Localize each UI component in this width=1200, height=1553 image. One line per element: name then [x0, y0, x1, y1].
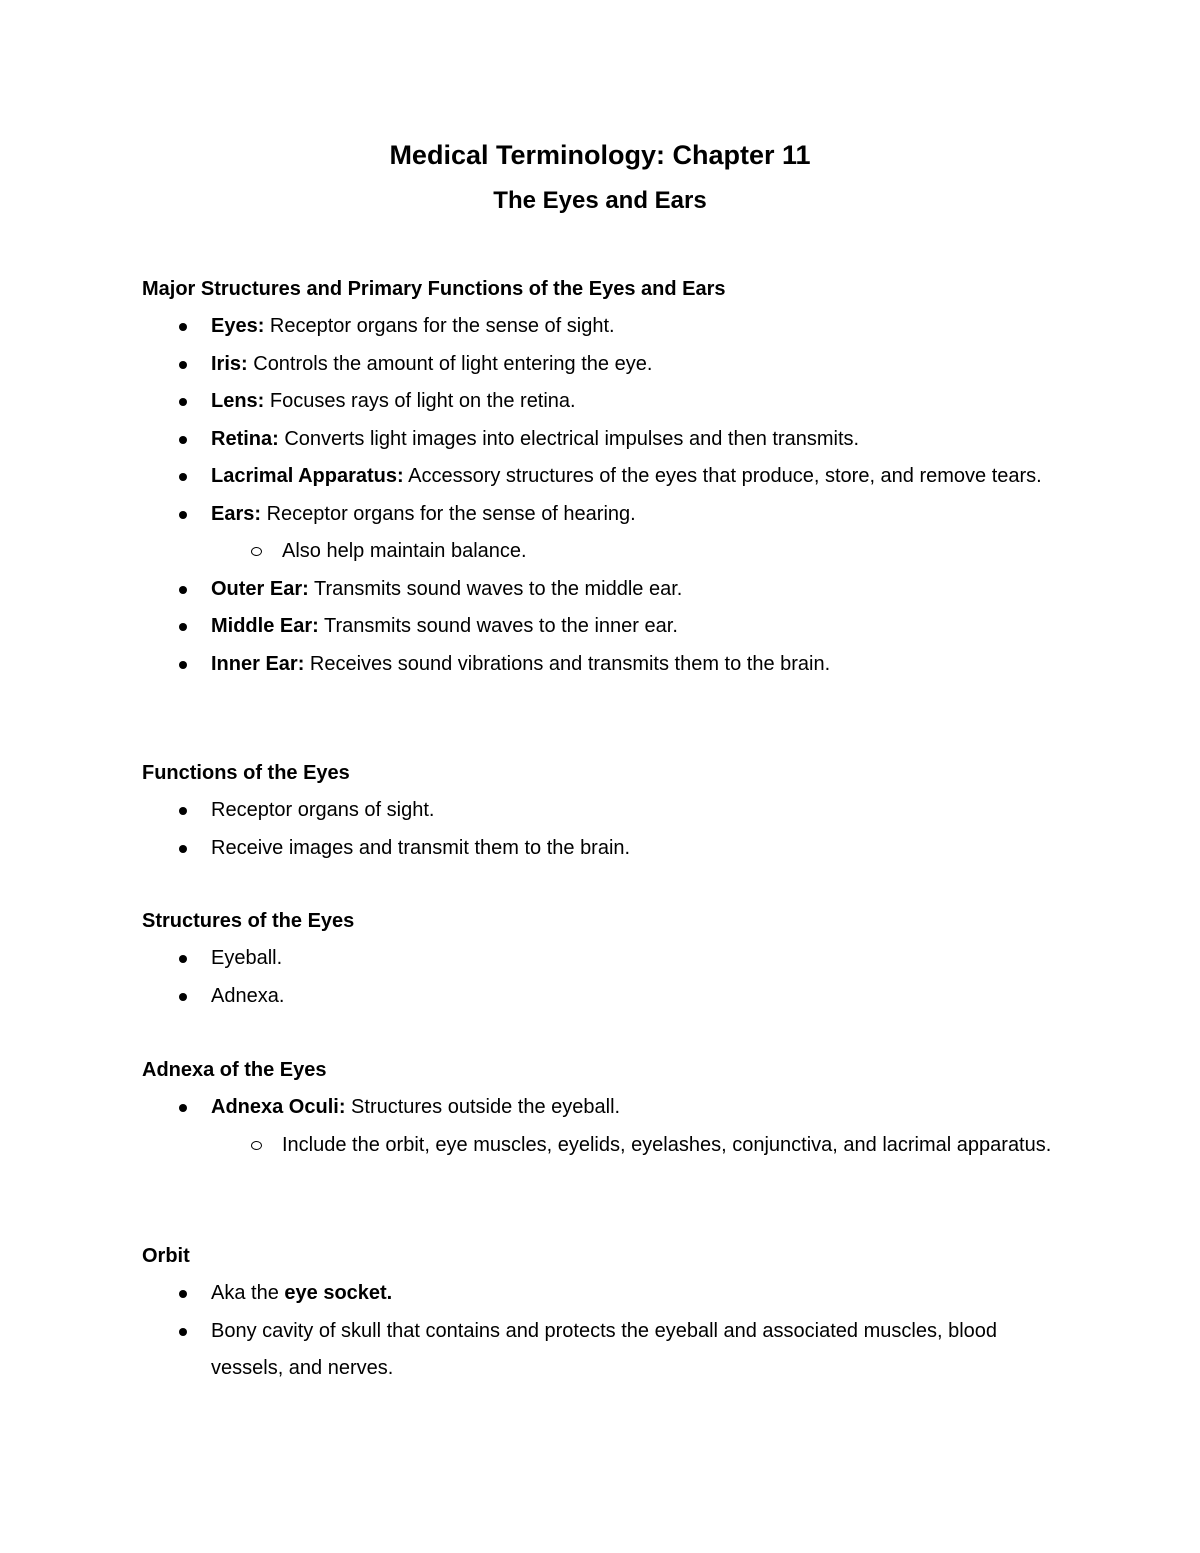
list-item: Receive images and transmit them to the brain.	[142, 830, 1072, 868]
list-item	[142, 421, 1072, 459]
section-heading: Functions of the Eyes	[142, 762, 350, 784]
sub-list-item: Also help maintain balance.	[211, 533, 1072, 571]
section-heading: Major Structures and Primary Functions of the Eyes and Ears	[142, 278, 726, 300]
sub-list	[142, 1127, 1072, 1165]
term: Eyes:	[211, 315, 265, 337]
list-item	[142, 1275, 1072, 1313]
prefix-text: Aka the	[211, 1282, 285, 1304]
list-item: Adnexa.	[142, 978, 1072, 1016]
list-item	[142, 308, 1072, 346]
list-item	[142, 346, 1072, 384]
section-heading: Orbit	[142, 1245, 190, 1267]
sub-list-item: Include the orbit, eye muscles, eyelids, eyelashes, conjunctiva, and lacrimal apparatus.	[211, 1127, 1072, 1165]
section-functions-of-eyes	[142, 755, 1072, 867]
term: Retina:	[211, 427, 279, 450]
bullet-list	[142, 1275, 1072, 1388]
definition: Focuses rays of light on the retina.	[264, 390, 576, 412]
term: Iris:	[211, 352, 248, 375]
bullet-list	[142, 940, 1072, 1015]
list-item	[142, 496, 1072, 571]
list-item	[142, 383, 1072, 421]
term: Inner Ear:	[211, 652, 305, 675]
list-item: Receptor organs of sight.	[142, 792, 1072, 830]
term: Lens:	[211, 390, 265, 412]
definition: Accessory structures of the eyes that produce, store, and remove tears.	[403, 465, 1042, 487]
term: Outer Ear:	[211, 577, 309, 600]
definition: Transmits sound waves to the inner ear.	[318, 615, 678, 637]
term: Ears:	[211, 502, 262, 525]
sub-list	[142, 533, 1072, 571]
section-heading: Structures of the Eyes	[142, 910, 355, 932]
document-title: Medical Terminology: Chapter 11	[389, 140, 811, 170]
definition: Transmits sound waves to the middle ear.	[308, 577, 683, 600]
list-item: Eyeball.	[142, 940, 1072, 978]
bullet-list	[142, 308, 1072, 683]
bullet-list	[142, 1089, 1072, 1164]
list-item	[142, 571, 1072, 609]
document-subtitle: The Eyes and Ears	[493, 187, 707, 214]
list-item: Bony cavity of skull that contains and protects the eyeball and associated muscles, blood vessels, and nerves.	[142, 1313, 1001, 1388]
definition: Structures outside the eyeball.	[345, 1096, 621, 1118]
list-item	[142, 458, 1051, 496]
term: eye socket.	[284, 1282, 393, 1304]
section-major-structures	[142, 271, 1072, 683]
section-orbit	[142, 1238, 1072, 1388]
section-structures-of-eyes	[142, 903, 1072, 1015]
term: Middle Ear:	[211, 615, 319, 637]
definition: Receptor organs for the sense of hearing.	[261, 502, 636, 525]
section-heading: Adnexa of the Eyes	[142, 1059, 327, 1081]
definition: Receives sound vibrations and transmits them to the brain.	[304, 652, 831, 675]
term: Adnexa Oculi:	[211, 1096, 346, 1118]
list-item	[142, 1089, 1072, 1164]
bullet-list	[142, 792, 1072, 867]
section-adnexa-of-eyes	[142, 1052, 1072, 1164]
list-item	[142, 646, 1072, 684]
term: Lacrimal Apparatus:	[211, 465, 404, 487]
definition: Controls the amount of light entering the eye.	[247, 352, 653, 375]
definition: Converts light images into electrical impulses and then transmits.	[278, 427, 860, 450]
list-item	[142, 608, 1072, 646]
definition: Receptor organs for the sense of sight.	[264, 315, 615, 337]
